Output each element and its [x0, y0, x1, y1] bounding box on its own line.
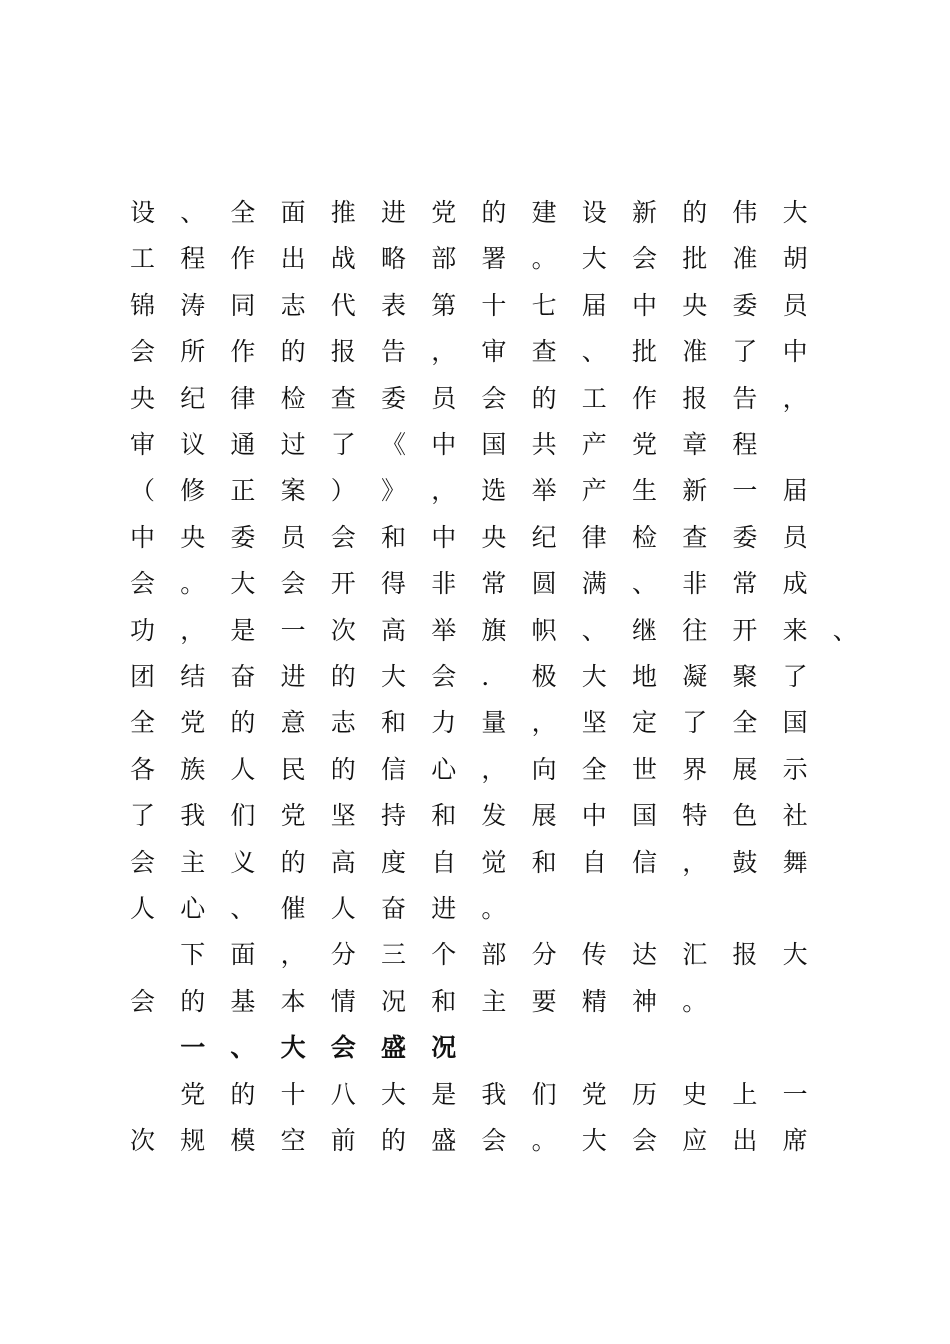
glyph: 定: [632, 708, 658, 738]
glyph: 审: [130, 430, 156, 459]
glyph: 、: [230, 894, 256, 923]
glyph: 的: [230, 1079, 256, 1109]
glyph: 圆: [531, 569, 557, 599]
glyph: 是: [431, 1079, 457, 1109]
glyph: 了: [130, 801, 156, 831]
glyph: 作: [230, 244, 256, 274]
glyph: 选: [481, 476, 507, 506]
glyph: 中: [431, 522, 457, 552]
glyph: 。: [682, 986, 708, 1016]
glyph: 会: [130, 337, 156, 367]
glyph: 议: [180, 430, 206, 459]
glyph: 。: [180, 569, 206, 599]
glyph: 查: [330, 383, 356, 413]
glyph: 帜: [531, 615, 557, 645]
glyph: 工: [130, 244, 156, 274]
glyph: 大: [581, 244, 607, 274]
glyph: 查: [531, 337, 557, 367]
glyph: 届: [581, 290, 607, 320]
glyph: 民: [280, 754, 306, 784]
glyph: 和: [381, 708, 407, 738]
glyph: 过: [280, 430, 306, 459]
glyph: 况: [431, 1033, 457, 1063]
glyph: 工: [581, 383, 607, 413]
glyph: 心: [180, 894, 206, 923]
glyph: 战: [330, 244, 356, 274]
glyph: 批: [632, 337, 658, 367]
glyph: 舞: [782, 847, 808, 877]
glyph: 中: [782, 337, 808, 367]
glyph: 出: [732, 1126, 758, 1155]
glyph: 中: [581, 801, 607, 831]
glyph: 会: [632, 1126, 658, 1155]
glyph: 党: [581, 1079, 607, 1109]
glyph: 、: [230, 1033, 256, 1063]
glyph: 央: [180, 522, 206, 552]
glyph: 员: [782, 522, 808, 552]
text-line: [130, 283, 830, 329]
glyph: 党: [431, 198, 457, 227]
glyph: 告: [732, 383, 758, 413]
glyph: 一: [180, 1033, 206, 1063]
glyph: 前: [330, 1126, 356, 1155]
glyph: 历: [632, 1079, 658, 1109]
glyph: 个: [431, 940, 457, 970]
glyph: 署: [481, 244, 507, 274]
glyph: 往: [682, 615, 708, 645]
glyph: 旗: [481, 615, 507, 645]
glyph: 部: [481, 940, 507, 970]
glyph: 了: [330, 430, 356, 459]
glyph: 志: [330, 708, 356, 738]
glyph: 面: [230, 940, 256, 970]
glyph: 展: [531, 801, 557, 831]
glyph: （: [130, 476, 156, 506]
glyph: 史: [682, 1079, 708, 1109]
glyph: 的: [230, 708, 256, 738]
glyph: 和: [531, 847, 557, 877]
glyph: 准: [732, 244, 758, 274]
glyph: 传: [581, 940, 607, 970]
glyph: 高: [381, 615, 407, 645]
glyph: 员: [782, 290, 808, 320]
glyph: 会: [130, 569, 156, 599]
glyph: 和: [431, 986, 457, 1016]
glyph: 分: [531, 940, 557, 970]
glyph: 的: [180, 986, 206, 1016]
glyph: 会: [481, 1126, 507, 1155]
glyph: 量: [481, 708, 507, 738]
glyph: 心: [431, 754, 457, 784]
glyph: 产: [581, 430, 607, 459]
glyph: 基: [230, 986, 256, 1016]
glyph: 胡: [782, 244, 808, 274]
glyph: 十: [280, 1079, 306, 1109]
glyph: 部: [431, 244, 457, 274]
glyph: 空: [280, 1126, 306, 1155]
text-line: [130, 561, 830, 607]
glyph: 界: [682, 754, 708, 784]
glyph: 作: [230, 337, 256, 367]
glyph: 社: [782, 801, 808, 831]
glyph: 中: [431, 430, 457, 459]
text-line: [130, 654, 830, 700]
glyph: 程: [180, 244, 206, 274]
glyph: 、: [832, 615, 858, 645]
glyph: 极: [531, 662, 557, 691]
glyph: 。: [481, 894, 507, 923]
glyph: 力: [431, 708, 457, 738]
glyph: 举: [431, 615, 457, 645]
glyph: 伟: [732, 198, 758, 227]
glyph: 央: [682, 290, 708, 320]
glyph: 国: [632, 801, 658, 831]
glyph: 得: [381, 569, 407, 599]
glyph: 央: [481, 522, 507, 552]
glyph: 的: [381, 1126, 407, 1155]
glyph: 的: [280, 847, 306, 877]
glyph: 功: [130, 615, 156, 645]
glyph: 。: [531, 244, 557, 274]
glyph: 主: [180, 847, 206, 877]
glyph: 况: [381, 986, 407, 1016]
glyph: 开: [330, 569, 356, 599]
glyph: 和: [431, 801, 457, 831]
glyph: 全: [130, 708, 156, 738]
glyph: 我: [180, 801, 206, 831]
text-line: [130, 1118, 830, 1164]
text-line: [130, 422, 830, 468]
glyph: 设: [581, 198, 607, 227]
glyph: 和: [381, 522, 407, 552]
glyph: 本: [280, 986, 306, 1016]
glyph: 我: [481, 1079, 507, 1109]
glyph: 凝: [682, 662, 708, 691]
glyph: 国: [782, 708, 808, 738]
glyph: 色: [732, 801, 758, 831]
glyph: 中: [632, 290, 658, 320]
text-line: [130, 329, 830, 375]
text-line: [130, 793, 830, 839]
glyph: 八: [330, 1079, 356, 1109]
text-line: [130, 236, 830, 282]
glyph: 全: [230, 198, 256, 227]
glyph: 的: [481, 198, 507, 227]
text-line: [130, 468, 830, 514]
glyph: 了: [732, 337, 758, 367]
glyph: 大: [381, 1079, 407, 1109]
glyph: 查: [682, 522, 708, 552]
glyph: 纪: [531, 522, 557, 552]
glyph: 产: [581, 476, 607, 506]
glyph: 常: [481, 569, 507, 599]
glyph: 锦: [130, 290, 156, 320]
glyph: 、: [581, 337, 607, 367]
glyph: 的: [330, 662, 356, 691]
glyph: 中: [130, 522, 156, 552]
glyph: 届: [782, 476, 808, 506]
glyph: 人: [230, 754, 256, 784]
glyph: 面: [280, 198, 306, 227]
glyph: 央: [130, 383, 156, 413]
text-line: [130, 376, 830, 422]
glyph: 持: [381, 801, 407, 831]
glyph: 志: [280, 290, 306, 320]
glyph: ，: [280, 940, 306, 970]
glyph: 主: [481, 986, 507, 1016]
glyph: 们: [230, 801, 256, 831]
glyph: 大: [782, 940, 808, 970]
glyph: 次: [330, 615, 356, 645]
glyph: 七: [531, 290, 557, 320]
glyph: 党: [180, 1079, 206, 1109]
glyph: 全: [732, 708, 758, 738]
glyph: ，: [531, 708, 557, 738]
glyph: 表: [381, 290, 407, 320]
glyph: 神: [632, 986, 658, 1016]
glyph: 生: [632, 476, 658, 506]
glyph: 大: [280, 1033, 306, 1063]
glyph: 成: [782, 569, 808, 599]
glyph: 准: [682, 337, 708, 367]
glyph: 审: [481, 337, 507, 367]
glyph: ．: [481, 662, 507, 691]
glyph: 分: [330, 940, 356, 970]
glyph: 会: [130, 847, 156, 877]
glyph: 国: [481, 430, 507, 459]
glyph: 修: [180, 476, 206, 506]
glyph: 盛: [431, 1126, 457, 1155]
glyph: 觉: [481, 847, 507, 877]
glyph: 大: [581, 662, 607, 691]
glyph: 大: [782, 198, 808, 227]
glyph: 程: [732, 430, 758, 459]
glyph: 举: [531, 476, 557, 506]
glyph: ，: [481, 754, 507, 784]
glyph: 规: [180, 1126, 206, 1155]
glyph: 们: [531, 1079, 557, 1109]
section-heading: [130, 1025, 830, 1071]
text-line: [130, 515, 830, 561]
glyph: 涛: [180, 290, 206, 320]
glyph: 正: [230, 476, 256, 506]
glyph: 建: [531, 198, 557, 227]
text-line: [130, 886, 830, 932]
glyph: 作: [632, 383, 658, 413]
glyph: 所: [180, 337, 206, 367]
glyph: 代: [330, 290, 356, 320]
glyph: ，: [180, 615, 206, 645]
glyph: 案: [280, 476, 306, 506]
glyph: 各: [130, 754, 156, 784]
glyph: 大: [230, 569, 256, 599]
glyph: 进: [431, 894, 457, 923]
text-line: [130, 608, 858, 654]
glyph: 全: [581, 754, 607, 784]
glyph: 精: [581, 986, 607, 1016]
glyph: 了: [782, 662, 808, 691]
glyph: 批: [682, 244, 708, 274]
glyph: 委: [381, 383, 407, 413]
glyph: 通: [230, 430, 256, 459]
glyph: 会: [632, 244, 658, 274]
glyph: 应: [682, 1126, 708, 1155]
glyph: 示: [782, 754, 808, 784]
glyph: ，: [782, 383, 808, 413]
glyph: 员: [431, 383, 457, 413]
text-line: [130, 979, 830, 1025]
glyph: 人: [130, 894, 156, 923]
glyph: 的: [531, 383, 557, 413]
glyph: 非: [682, 569, 708, 599]
glyph: 席: [782, 1126, 808, 1155]
glyph: 继: [632, 615, 658, 645]
glyph: 奋: [230, 662, 256, 691]
glyph: 出: [280, 244, 306, 274]
glyph: 会: [330, 1033, 356, 1063]
glyph: ，: [431, 476, 457, 506]
glyph: 特: [682, 801, 708, 831]
glyph: 会: [280, 569, 306, 599]
glyph: 达: [632, 940, 658, 970]
glyph: 委: [732, 290, 758, 320]
glyph: 委: [732, 522, 758, 552]
glyph: 进: [280, 662, 306, 691]
glyph: 度: [381, 847, 407, 877]
glyph: 报: [732, 940, 758, 970]
text-line: [130, 1072, 830, 1118]
text-line: [130, 700, 830, 746]
glyph: 会: [330, 522, 356, 552]
glyph: 第: [431, 290, 457, 320]
glyph: 设: [130, 198, 156, 227]
glyph: 是: [230, 615, 256, 645]
glyph: 发: [481, 801, 507, 831]
glyph: 坚: [330, 801, 356, 831]
glyph: 来: [782, 615, 808, 645]
glyph: 信: [632, 847, 658, 877]
glyph: 进: [381, 198, 407, 227]
glyph: 奋: [381, 894, 407, 923]
glyph: ）: [330, 476, 356, 506]
glyph: 展: [732, 754, 758, 784]
glyph: 党: [280, 801, 306, 831]
glyph: 地: [632, 662, 658, 691]
glyph: 高: [330, 847, 356, 877]
glyph: 律: [230, 383, 256, 413]
glyph: 自: [431, 847, 457, 877]
glyph: 要: [531, 986, 557, 1016]
glyph: 结: [180, 662, 206, 691]
glyph: 下: [180, 940, 206, 970]
glyph: 《: [381, 430, 407, 459]
glyph: 纪: [180, 383, 206, 413]
glyph: 了: [682, 708, 708, 738]
glyph: 聚: [732, 662, 758, 691]
glyph: 的: [682, 198, 708, 227]
glyph: 报: [330, 337, 356, 367]
glyph: 推: [330, 198, 356, 227]
glyph: 员: [280, 522, 306, 552]
glyph: 人: [330, 894, 356, 923]
glyph: 族: [180, 754, 206, 784]
glyph: 非: [431, 569, 457, 599]
glyph: 模: [230, 1126, 256, 1155]
glyph: 会: [130, 986, 156, 1016]
glyph: 党: [632, 430, 658, 459]
glyph: 共: [531, 430, 557, 459]
glyph: 报: [682, 383, 708, 413]
glyph: 汇: [682, 940, 708, 970]
glyph: 信: [381, 754, 407, 784]
glyph: 、: [581, 615, 607, 645]
glyph: 》: [381, 476, 407, 506]
glyph: 满: [581, 569, 607, 599]
text-line: [130, 840, 830, 886]
glyph: 大: [581, 1126, 607, 1155]
glyph: 义: [230, 847, 256, 877]
glyph: 大: [381, 662, 407, 691]
glyph: 十: [481, 290, 507, 320]
glyph: 。: [531, 1126, 557, 1155]
glyph: 催: [280, 894, 306, 923]
glyph: 委: [230, 522, 256, 552]
text-line: [130, 190, 830, 236]
glyph: 新: [632, 198, 658, 227]
glyph: 上: [732, 1079, 758, 1109]
glyph: 会: [481, 383, 507, 413]
glyph: 检: [632, 522, 658, 552]
glyph: 鼓: [732, 847, 758, 877]
glyph: 检: [280, 383, 306, 413]
glyph: 一: [280, 615, 306, 645]
glyph: 向: [531, 754, 557, 784]
glyph: 律: [581, 522, 607, 552]
glyph: 、: [632, 569, 658, 599]
glyph: 团: [130, 662, 156, 691]
glyph: 略: [381, 244, 407, 274]
glyph: 坚: [581, 708, 607, 738]
glyph: 世: [632, 754, 658, 784]
glyph: 、: [180, 198, 206, 227]
glyph: 三: [381, 940, 407, 970]
glyph: 的: [330, 754, 356, 784]
glyph: 次: [130, 1126, 156, 1155]
glyph: 会: [431, 662, 457, 691]
glyph: 常: [732, 569, 758, 599]
glyph: 的: [280, 337, 306, 367]
glyph: 章: [682, 430, 708, 459]
glyph: 情: [330, 986, 356, 1016]
glyph: 一: [782, 1079, 808, 1109]
glyph: ，: [431, 337, 457, 367]
glyph: ，: [682, 847, 708, 877]
glyph: 同: [230, 290, 256, 320]
glyph: 盛: [381, 1033, 407, 1063]
glyph: 自: [581, 847, 607, 877]
glyph: 一: [732, 476, 758, 506]
text-line: [130, 747, 830, 793]
text-line: [130, 932, 830, 978]
glyph: 开: [732, 615, 758, 645]
glyph: 意: [280, 708, 306, 738]
glyph: 新: [682, 476, 708, 506]
glyph: 党: [180, 708, 206, 738]
glyph: 告: [381, 337, 407, 367]
